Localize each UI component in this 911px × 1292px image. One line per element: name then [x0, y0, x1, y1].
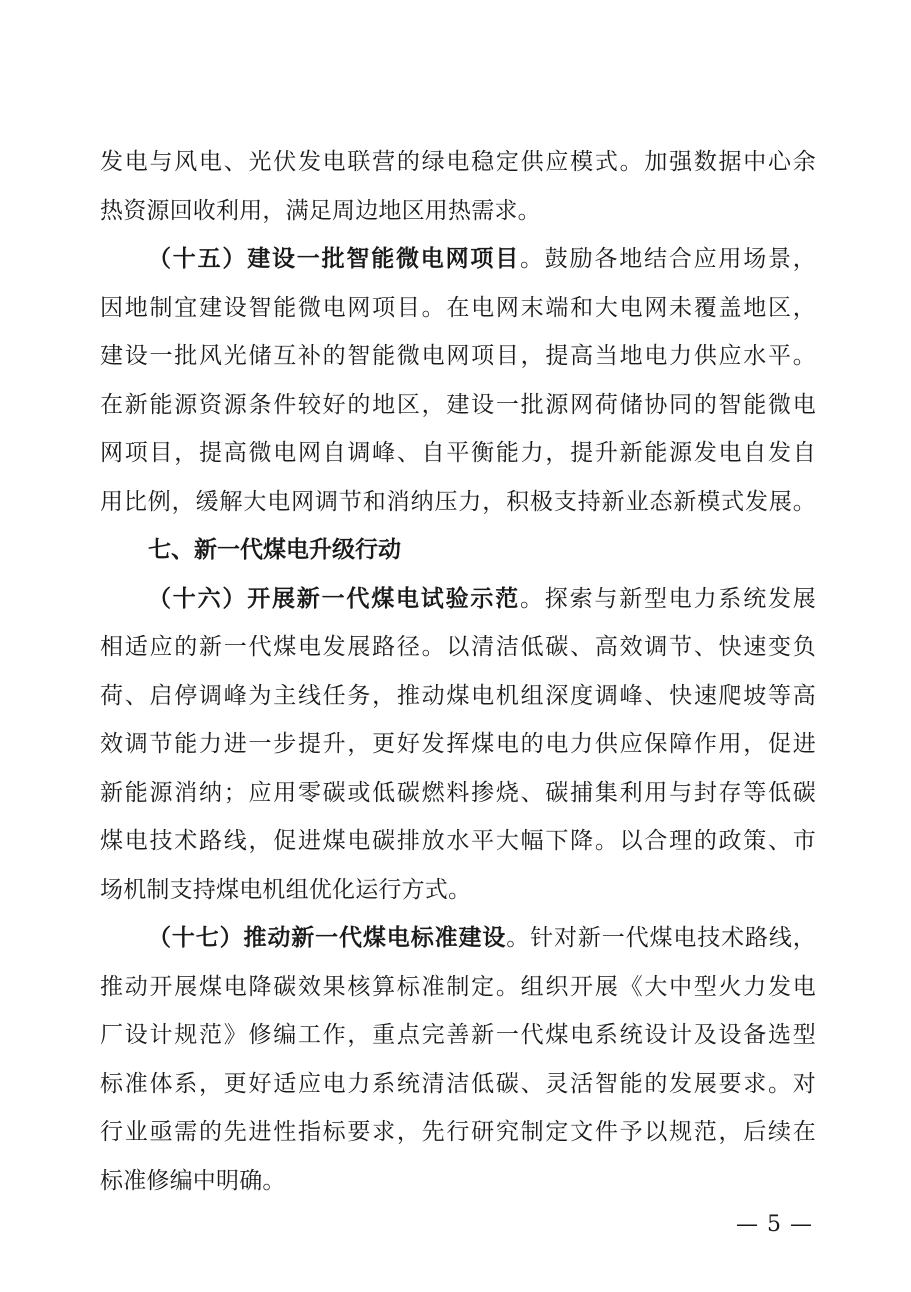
paragraph-line: 效调节能力进一步提升，更好发挥煤电的电力供应保障作用，促进	[100, 731, 816, 757]
paragraph-line: 荷、启停调峰为主线任务，推动煤电机组深度调峰、快速爬坡等高	[100, 682, 816, 709]
paragraph-line: 厂设计规范》修编工作，重点完善新一代煤电系统设计及设备选型	[100, 1022, 816, 1048]
paragraph-text: 。鼓励各地结合应用场景，	[520, 246, 816, 272]
paragraph-line: 在新能源资源条件较好的地区，建设一批源网荷储协同的智能微电	[100, 391, 816, 418]
paragraph-line: 网项目，提高微电网自调峰、自平衡能力，提升新能源发电自发自	[100, 440, 816, 466]
paragraph-line	[100, 235, 816, 284]
document-body	[100, 138, 816, 1205]
section-heading: 七、新一代煤电升级行动	[148, 537, 401, 563]
paragraph-text: 。探索与新型电力系统发展	[520, 585, 816, 612]
paragraph-line: 发电与风电、光伏发电联营的绿电稳定供应模式。加强数据中心余	[100, 149, 816, 175]
subsection-title: （十六）开展新一代煤电试验示范	[148, 584, 520, 612]
paragraph-line: 标准体系，更好适应电力系统清洁低碳、灵活智能的发展要求。对	[100, 1070, 816, 1097]
paragraph-line: 推动开展煤电降碳效果核算标准制定。组织开展《大中型火力发电	[100, 973, 816, 1000]
paragraph-line: 建设一批风光储互补的智能微电网项目，提高当地电力供应水平。	[100, 343, 816, 369]
paragraph-line: 用比例，缓解大电网调节和消纳压力，积极支持新业态新模式发展。	[100, 488, 816, 515]
paragraph-line: 新能源消纳；应用零碳或低碳燃料掺烧、碳捕集利用与封存等低碳	[100, 779, 816, 806]
paragraph-line	[100, 914, 816, 963]
paragraph-text: 。针对新一代煤电技术路线，	[506, 925, 816, 951]
paragraph-line: 煤电技术路线，促进煤电碳排放水平大幅下降。以合理的政策、市	[100, 828, 816, 854]
paragraph-line: 标准修编中明确。	[100, 1167, 286, 1194]
paragraph-line: 因地制宜建设智能微电网项目。在电网末端和大电网未覆盖地区，	[100, 294, 816, 321]
paragraph-line: 场机制支持煤电机组优化运行方式。	[100, 876, 472, 903]
paragraph-line	[100, 575, 816, 624]
paragraph-line: 热资源回收利用，满足周边地区用热需求。	[100, 197, 541, 224]
subsection-title: （十七）推动新一代煤电标准建设	[148, 924, 507, 951]
paragraph-line: 行业亟需的先进性指标要求，先行研究制定文件予以规范，后续在	[100, 1119, 816, 1145]
paragraph-line: 相适应的新一代煤电发展路径。以清洁低碳、高效调节、快速变负	[100, 634, 816, 660]
page-number: — 5 —	[736, 1212, 813, 1237]
subsection-title: （十五）建设一批智能微电网项目	[148, 245, 520, 272]
